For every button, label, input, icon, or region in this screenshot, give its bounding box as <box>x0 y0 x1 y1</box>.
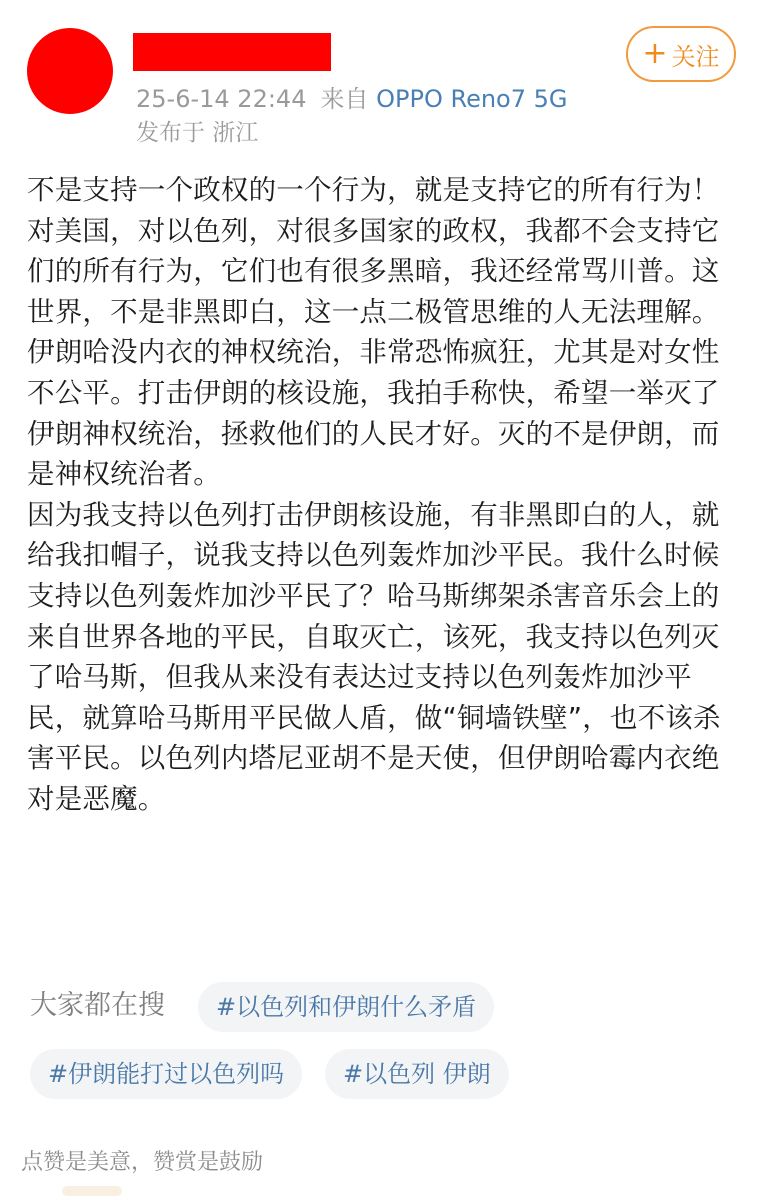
reward-button-edge[interactable] <box>62 1186 122 1196</box>
device-link[interactable]: OPPO Reno7 5G <box>376 85 568 113</box>
username-redacted[interactable] <box>133 33 331 71</box>
post-paragraph: 因为我支持以色列打击伊朗核设施，有非黑即白的人，就给我扣帽子，说我支持以色列轰炸加沙平民。我什么时候支持以色列轰炸加沙平民了？哈马斯绑架杀害音乐会上的来自世界各地的平民，自取灭亡，该死，我支持以色列灭了哈马斯，但我从来没有表达过支持以色列轰炸加沙平民，就算哈马斯用平民做人盾，做“铜墙铁壁”，也不该杀害平民。以色列内塔尼亚胡不是天使，但伊朗哈霉内衣绝对是恶魔。 <box>27 498 721 815</box>
follow-label: 关注 <box>671 42 720 71</box>
post-location: 发布于 浙江 <box>136 120 259 146</box>
post-meta <box>136 84 568 114</box>
reward-tip: 点赞是美意，赞赏是鼓励 <box>21 1150 264 1175</box>
post-body <box>27 170 742 820</box>
post-paragraph: 不是支持一个政权的一个行为，就是支持它的所有行为！对美国，对以色列，对很多国家的政权，我都不会支持它们的所有行为，它们也有很多黑暗，我还经常骂川普。这世界，不是非黑即白，这一点二极管思维的人无法理解。伊朗哈没内衣的神权统治，非常恐怖疯狂，尤其是对女性不公平。打击伊朗的核设施，我拍手称快，希望一举灭了伊朗神权统治，拯救他们的人民才好。灭的不是伊朗，而是神权统治者。 <box>27 174 720 491</box>
plus-icon: + <box>642 36 668 71</box>
follow-button[interactable] <box>626 26 736 82</box>
post-timestamp: 25-6-14 22:44 <box>136 85 307 113</box>
avatar[interactable] <box>27 28 113 114</box>
trending-search-label: 大家都在搜 <box>30 990 165 1021</box>
source-prefix: 来自 <box>320 85 369 113</box>
trending-tag[interactable]: #以色列 伊朗 <box>325 1049 509 1099</box>
trending-tag[interactable]: #以色列和伊朗什么矛盾 <box>198 982 494 1032</box>
post-header <box>0 0 764 160</box>
trending-tag[interactable]: #伊朗能打过以色列吗 <box>30 1049 302 1099</box>
